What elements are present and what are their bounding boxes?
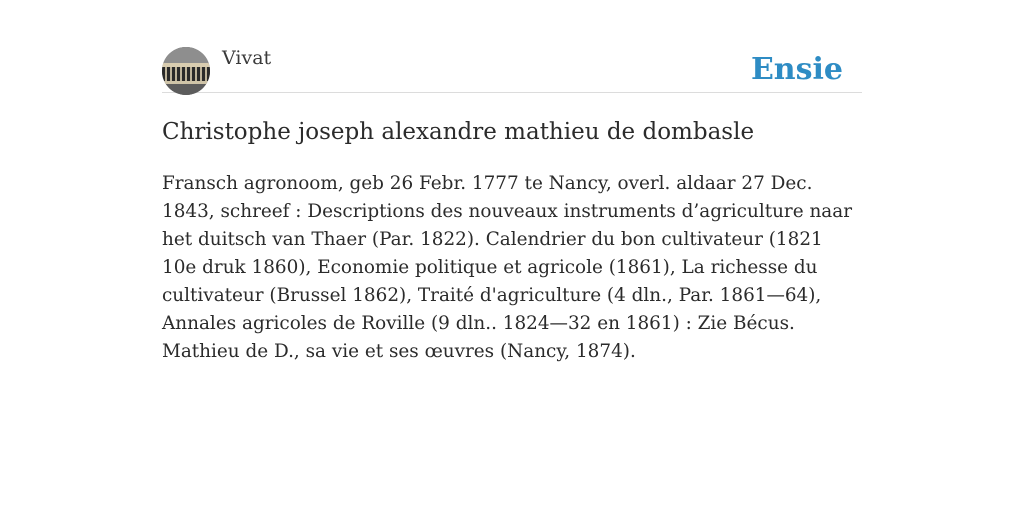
entry-card	[162, 46, 862, 366]
entry-title: Christophe joseph alexandre mathieu de dombasle	[162, 119, 755, 145]
entry-text: Fransch agronoom, geb 26 Febr. 1777 te Nancy, overl. aldaar 27 Dec. 1843, schreef : Descriptions des nouveaux instruments d’agriculture naar het duitsch van Thaer (Par. 1822). Calendrier du bon cultivateur (1821 10e druk 1860), Economie politique et agricole (1861), La richesse du cultivateur (Brussel 1862), Traité d'agriculture (4 dln., Par. 1861—64), Annales agricoles de Roville (9 dln.. 1824—32 en 1861) : Zie Bécus. Mathieu de D., sa vie et ses œuvres (Nancy, 1874).	[162, 173, 853, 362]
source-avatar[interactable]	[162, 47, 210, 95]
entry-header	[162, 46, 862, 93]
bookshelf-icon	[162, 47, 210, 95]
brand-logo[interactable]: Ensie	[750, 52, 843, 87]
source-name[interactable]: Vivat	[222, 47, 272, 69]
